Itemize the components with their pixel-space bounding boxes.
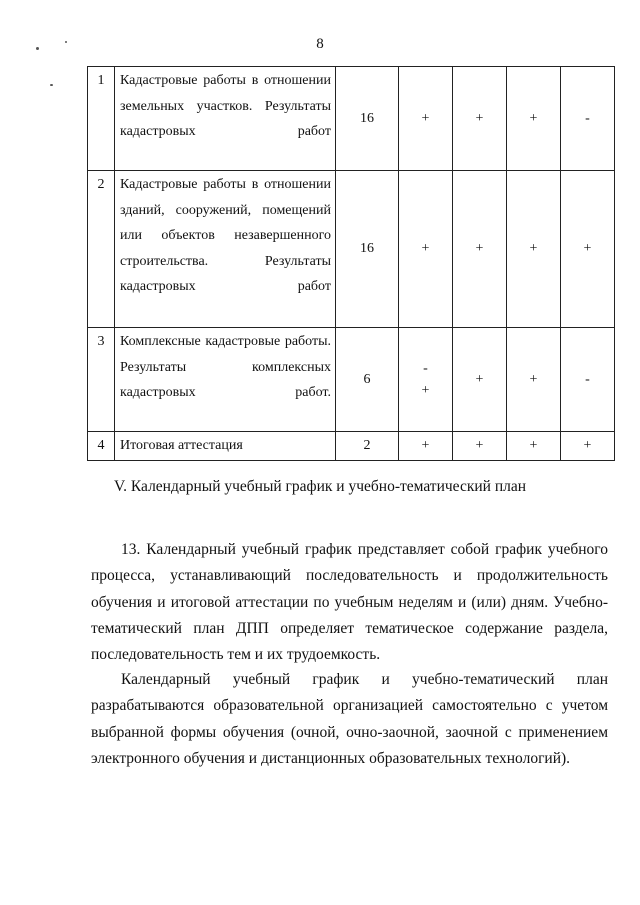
table-row — [88, 171, 615, 328]
row-mark: + — [507, 67, 561, 171]
row-mark: + — [399, 432, 453, 461]
row-mark: + — [507, 432, 561, 461]
row-hours: 16 — [336, 171, 399, 328]
row-mark-extra: - — [423, 360, 428, 376]
row-number: 4 — [88, 432, 115, 461]
row-mark: + — [399, 171, 453, 328]
row-hours: 6 — [336, 328, 399, 432]
row-mark: + — [399, 67, 453, 171]
row-number: 2 — [88, 171, 115, 328]
row-mark: + — [453, 171, 507, 328]
row-mark: + — [561, 432, 615, 461]
row-number: 3 — [88, 328, 115, 432]
curriculum-table — [87, 66, 615, 461]
row-name: Итоговая аттестация — [115, 432, 336, 461]
row-name: Кадастровые работы в отношении зданий, сооружений, помещений или объектов незавершенного строительства. Результаты кадастровых работ — [115, 171, 336, 328]
section-title: V. Календарный учебный график и учебно-тематический план — [113, 478, 527, 495]
table-row — [88, 432, 615, 461]
row-mark: + — [453, 328, 507, 432]
row-mark: + — [507, 171, 561, 328]
row-mark: - — [561, 328, 615, 432]
row-hours: 2 — [336, 432, 399, 461]
paragraph: 13. Календарный учебный график представляет собой график учебного процесса, устанавливающий последовательность и продолжительность обучения и итоговой аттестации по учебным неделям и (или) дням. Учебно-тематический план ДПП определяет тематическое содержание раздела, последовательность тем и их трудоемкость. — [91, 541, 608, 664]
table-row — [88, 328, 615, 432]
table-row — [88, 67, 615, 171]
row-mark: + — [453, 432, 507, 461]
row-mark: + — [507, 328, 561, 432]
page-number: 8 — [316, 36, 324, 52]
paragraph: Календарный учебный график и учебно-тематический план разрабатываются образовательной организацией самостоятельно с учетом выбранной формы обучения (очной, очно-заочной, заочной с применением электронного обучения и дистанционных образовательных технологий). — [91, 671, 608, 767]
row-mark: + — [561, 171, 615, 328]
row-name: Комплексные кадастровые работы. Результаты комплексных кадастровых работ. — [115, 328, 336, 432]
row-mark: - — [561, 67, 615, 171]
row-hours: 16 — [336, 67, 399, 171]
row-mark: + — [453, 67, 507, 171]
row-mark — [399, 328, 453, 432]
row-number: 1 — [88, 67, 115, 171]
row-name: Кадастровые работы в отношении земельных участков. Результаты кадастровых работ — [115, 67, 336, 171]
row-mark-value: + — [421, 382, 430, 398]
